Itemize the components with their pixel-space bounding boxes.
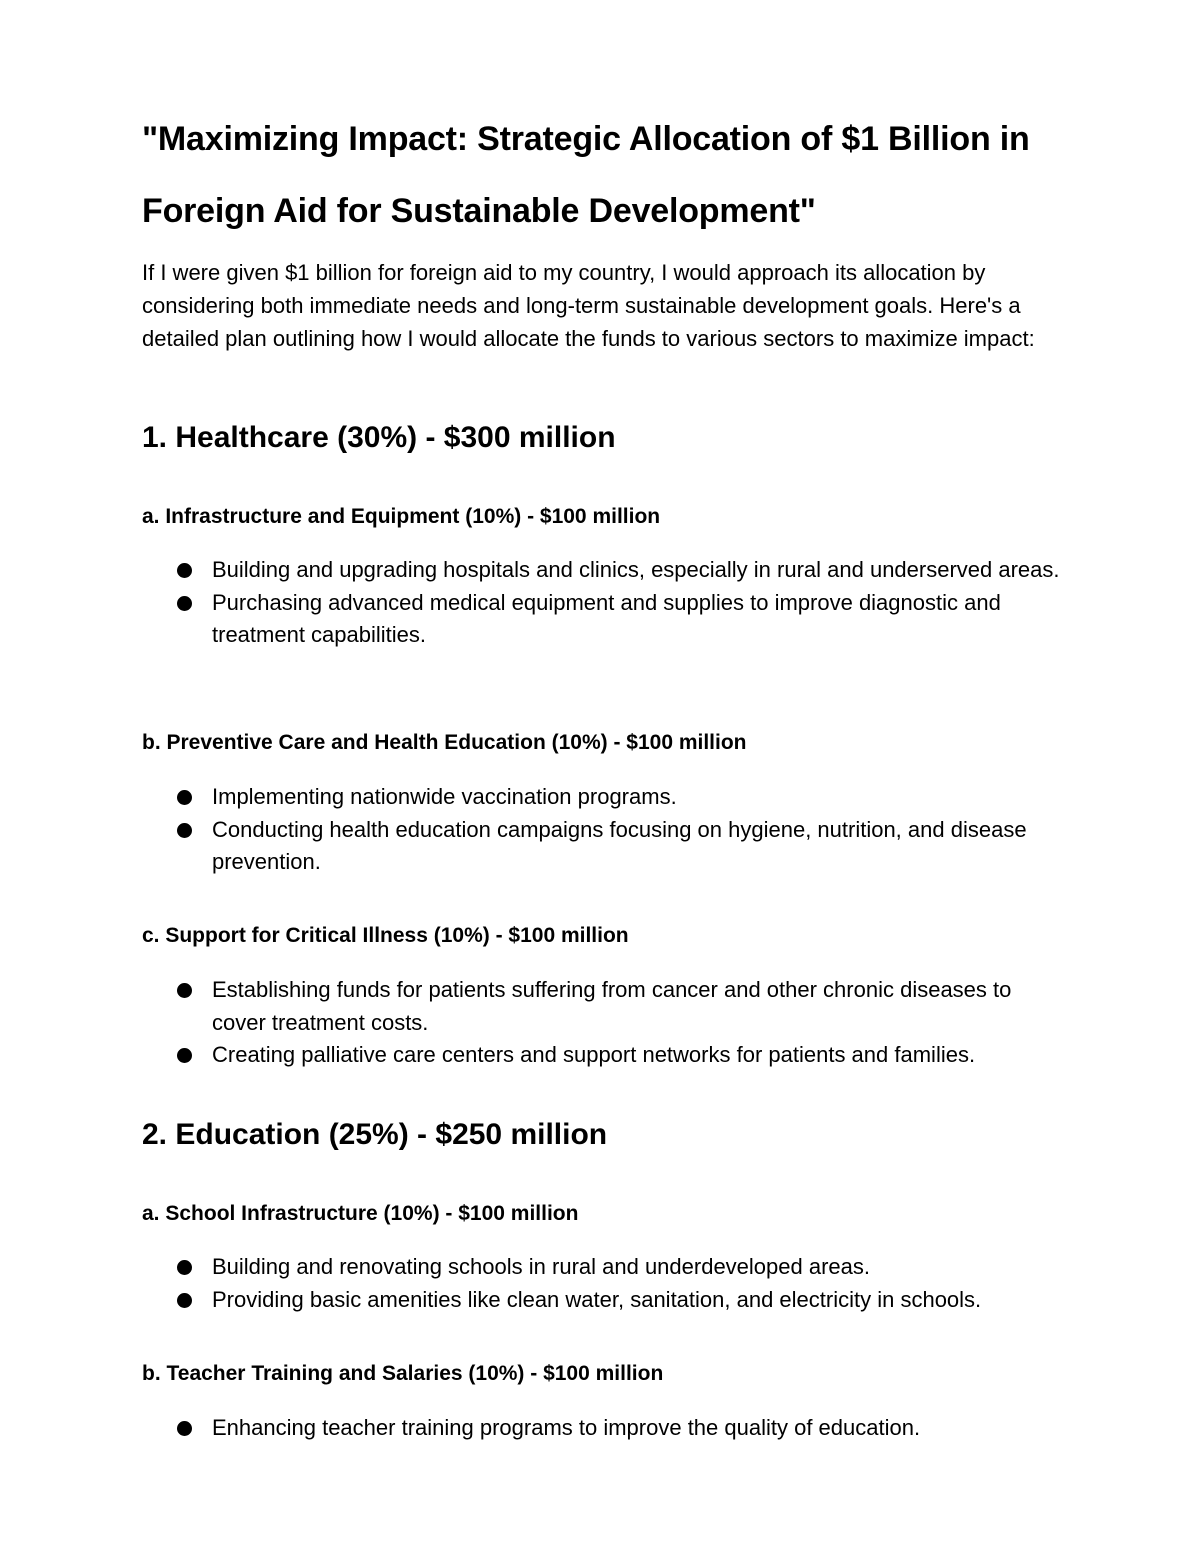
intro-paragraph: If I were given $1 billion for foreign aid to my country, I would approach its allocation by considering both immediate needs and long-term sustainable development goals. Here's a detailed plan outlining how I would allocate the funds to various sectors to maximize impact:	[142, 260, 1035, 351]
list-item-text: Building and upgrading hospitals and clinics, especially in rural and underserved areas.	[212, 557, 1060, 582]
bullet-list	[142, 554, 1062, 652]
section-heading-education: 2. Education (25%) - $250 million	[142, 1118, 608, 1151]
list-item	[142, 1039, 1062, 1072]
bullet-list	[142, 1412, 1062, 1445]
list-item	[142, 974, 1062, 1039]
list-item-text: Establishing funds for patients suffering from cancer and other chronic diseases to cover treatment costs.	[212, 977, 1012, 1035]
list-item-text: Creating palliative care centers and support networks for patients and families.	[212, 1042, 976, 1067]
bullet-list	[142, 781, 1062, 879]
list-item-text: Conducting health education campaigns focusing on hygiene, nutrition, and disease prevention.	[212, 816, 1027, 874]
list-item-text: Purchasing advanced medical equipment and supplies to improve diagnostic and treatment capabilities.	[212, 589, 1001, 647]
subsection-heading-teacher-training: b. Teacher Training and Salaries (10%) - $100 million	[142, 1362, 664, 1385]
bullet-icon	[177, 1260, 192, 1275]
list-item	[142, 587, 1062, 652]
bullet-icon	[177, 823, 192, 838]
bullet-icon	[177, 790, 192, 805]
subsection-heading-preventive-care: b. Preventive Care and Health Education (10%) - $100 million	[142, 731, 747, 754]
section-heading-healthcare: 1. Healthcare (30%) - $300 million	[142, 421, 616, 454]
bullet-icon	[177, 1421, 192, 1436]
bullet-list	[142, 974, 1062, 1072]
list-item	[142, 1284, 1062, 1317]
bullet-icon	[177, 1048, 192, 1063]
bullet-icon	[177, 596, 192, 611]
list-item-text: Building and renovating schools in rural and underdeveloped areas.	[212, 1254, 871, 1279]
list-item	[142, 1251, 1062, 1284]
list-item	[142, 554, 1062, 587]
subsection-heading-school-infrastructure: a. School Infrastructure (10%) - $100 million	[142, 1202, 579, 1225]
list-item	[142, 1412, 1062, 1445]
bullet-icon	[177, 563, 192, 578]
list-item-text: Providing basic amenities like clean water, sanitation, and electricity in schools.	[212, 1286, 982, 1312]
bullet-list	[142, 1251, 1062, 1316]
list-item	[142, 781, 1062, 814]
subsection-heading-infrastructure-equipment: a. Infrastructure and Equipment (10%) - $100 million	[142, 505, 661, 528]
bullet-icon	[177, 1293, 192, 1308]
document-title: "Maximizing Impact: Strategic Allocation of $1 Billion in Foreign Aid for Sustainable Development"	[142, 120, 1030, 230]
list-item-text: Enhancing teacher training programs to improve the quality of education.	[212, 1415, 921, 1440]
list-item-text: Implementing nationwide vaccination programs.	[212, 784, 677, 809]
bullet-icon	[177, 983, 192, 998]
list-item	[142, 814, 1062, 879]
subsection-heading-critical-illness: c. Support for Critical Illness (10%) - $100 million	[142, 924, 629, 947]
